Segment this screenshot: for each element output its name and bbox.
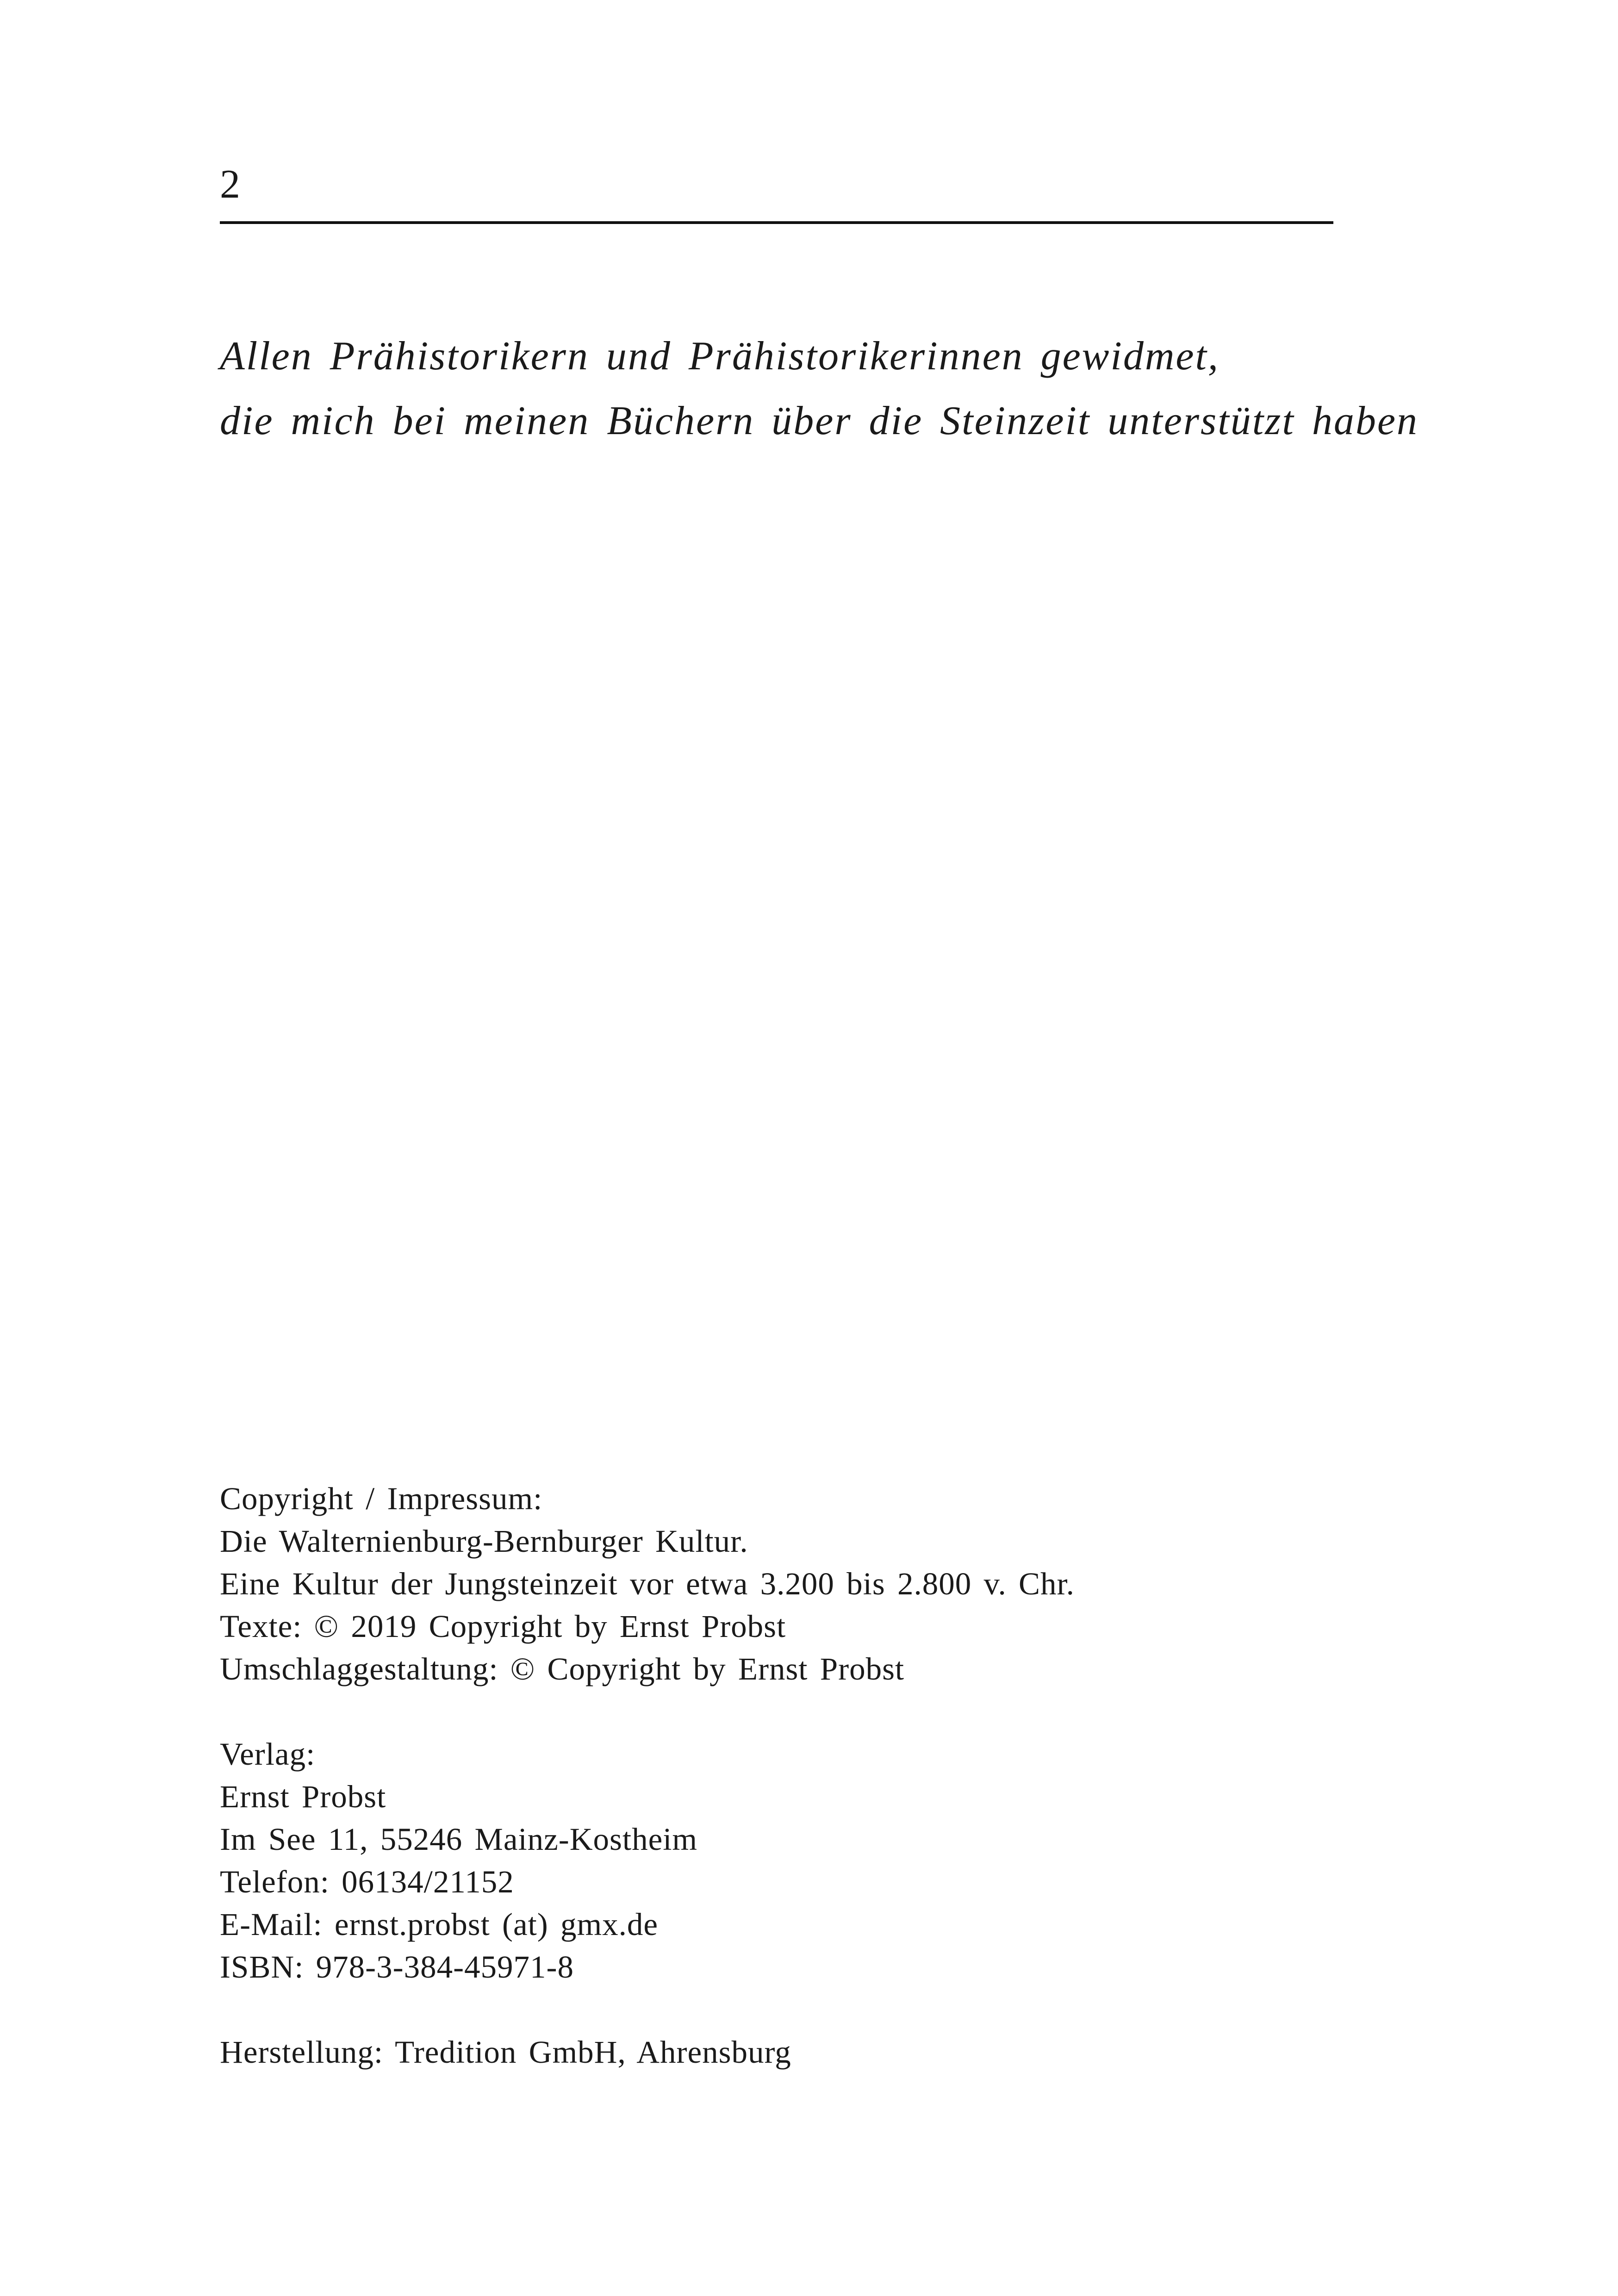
publisher-phone: Telefon: 06134/21152 (220, 1864, 514, 1899)
production-block (220, 2031, 1377, 2073)
text-copyright: Texte: © 2019 Copyright by Ernst Probst (220, 1609, 786, 1644)
impressum (220, 1477, 1377, 2073)
publisher-heading: Verlag: (220, 1736, 316, 1772)
copyright-block (220, 1477, 1377, 1690)
publisher-name: Ernst Probst (220, 1779, 386, 1814)
book-title: Die Walternienburg-Bernburger Kultur. (220, 1524, 748, 1559)
header-rule (220, 221, 1333, 224)
book-subtitle: Eine Kultur der Jungsteinzeit vor etwa 3.200 bis 2.800 v. Chr. (220, 1566, 1075, 1601)
page-number: 2 (220, 162, 241, 207)
dedication-line: Allen Prähistorikern und Prähistorikerinnen gewidmet, (220, 334, 1220, 379)
dedication (220, 324, 1419, 454)
publisher-block (220, 1733, 1377, 1988)
cover-copyright: Umschlaggestaltung: © Copyright by Ernst Probst (220, 1651, 905, 1686)
copyright-heading: Copyright / Impressum: (220, 1481, 543, 1516)
production-line: Herstellung: Tredition GmbH, Ahrensburg (220, 2035, 791, 2070)
isbn: ISBN: 978-3-384-45971-8 (220, 1949, 574, 1985)
publisher-address: Im See 11, 55246 Mainz-Kostheim (220, 1822, 698, 1857)
dedication-line: die mich bei meinen Büchern über die Steinzeit unterstützt haben (220, 398, 1419, 443)
publisher-email: E-Mail: ernst.probst (at) gmx.de (220, 1907, 659, 1942)
